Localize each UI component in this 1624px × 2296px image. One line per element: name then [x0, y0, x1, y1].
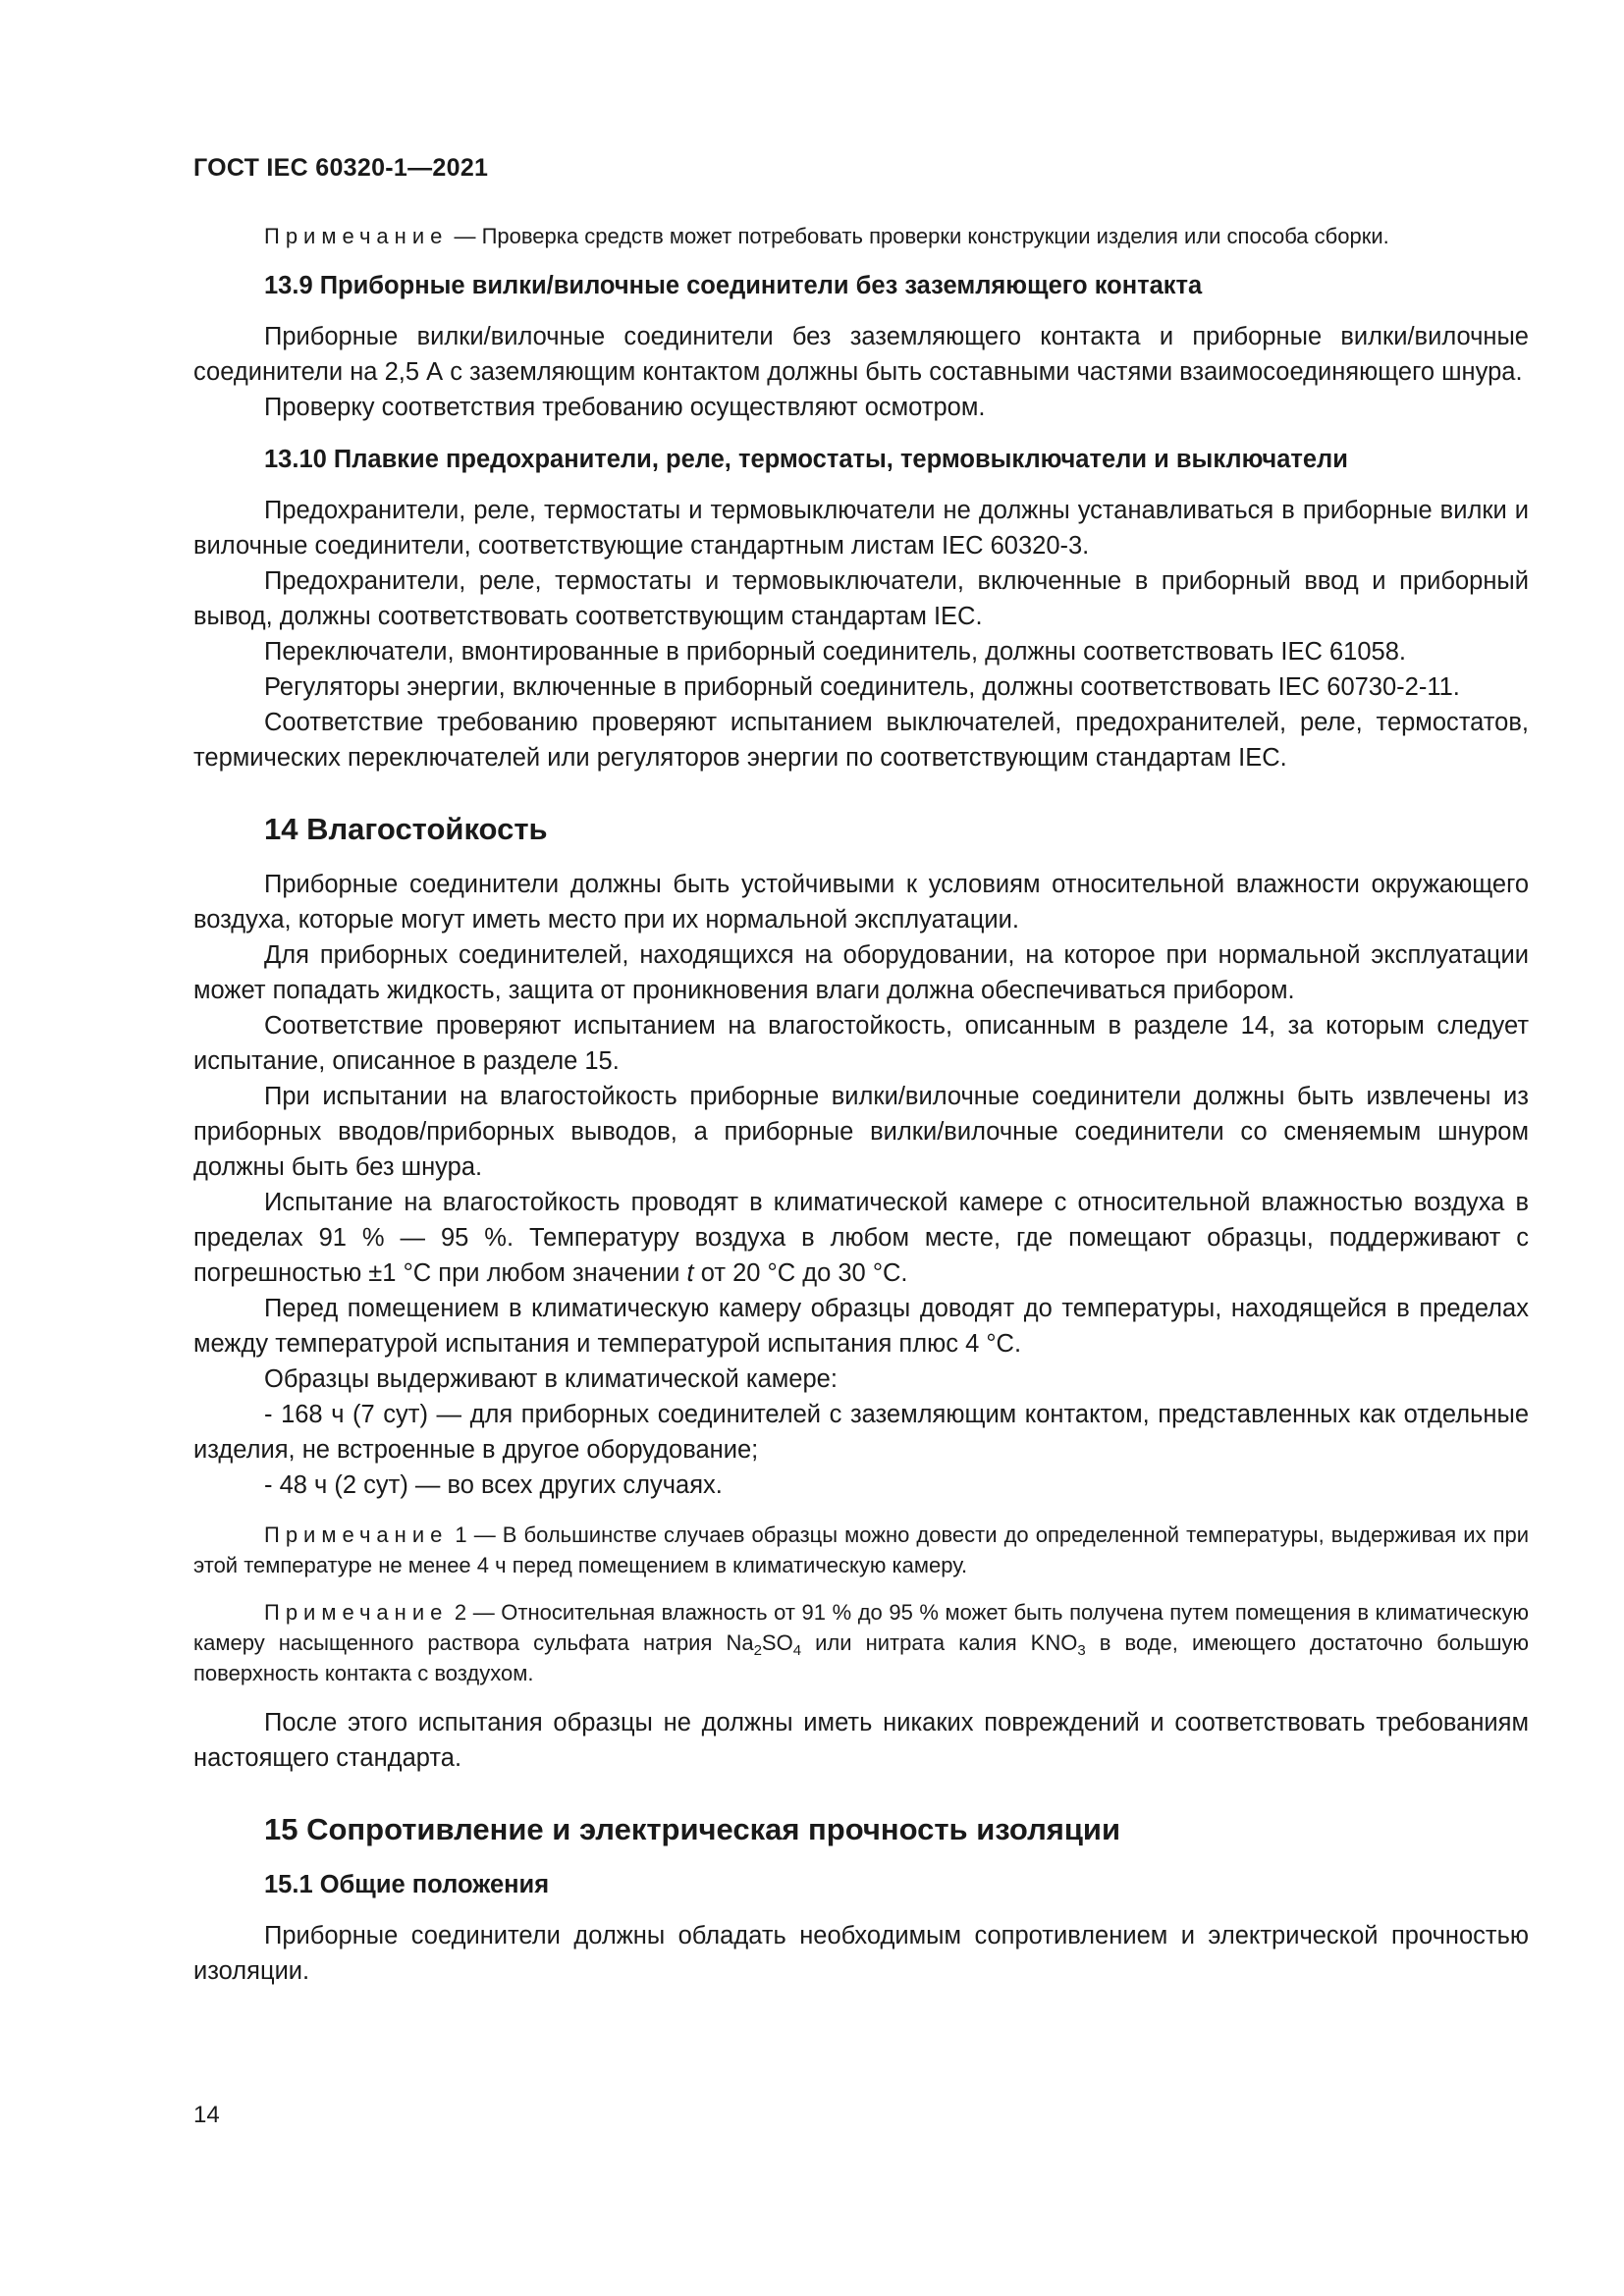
variable-t: t: [686, 1259, 694, 1287]
paragraph: Проверку соответствия требованию осуществляют осмотром.: [264, 394, 986, 421]
heading-13-10: 13.10 Плавкие предохранители, реле, термостаты, термовыключатели и выключатели: [264, 446, 1348, 473]
text-run: в воде, имеющего достаточно большую поверхность контакта с воздухом.: [193, 1630, 1529, 1685]
list-item: - 48 ч (2 сут) — во всех других случаях.: [264, 1471, 723, 1499]
note-text: — Проверка средств может потребовать проверки конструкции изделия или способа сборки.: [448, 224, 1389, 248]
note-1: [193, 1520, 1529, 1580]
heading-15: 15 Сопротивление и электрическая прочность изоляции: [264, 1812, 1121, 1846]
text-run: Испытание на влагостойкость проводят в климатической камере с относительной влажностью воздуха в пределах 91 % — 95 %. Температуру воздуха в любом месте, где помещают образцы, поддерживают с погрешностью ±1 °С при любом значении: [193, 1189, 1529, 1287]
paragraph: Соответствие проверяют испытанием на влагостойкость, описанным в разделе 14, за которым следует испытание, описанное в разделе 15.: [193, 1012, 1529, 1075]
subscript: 2: [753, 1642, 762, 1659]
paragraph: Приборные соединители должны обладать необходимым сопротивлением и электрической прочностью изоляции.: [193, 1922, 1529, 1985]
paragraph: [193, 1185, 1529, 1291]
paragraph: Предохранители, реле, термостаты и термовыключатели, включенные в приборный ввод и приборный вывод, должны соответствовать соответствующим стандартам IEC.: [193, 567, 1529, 630]
heading-15-1: 15.1 Общие положения: [264, 1871, 550, 1898]
heading-14: 14 Влагостойкость: [264, 812, 548, 846]
note-label: Примечание: [264, 1522, 449, 1547]
text-run: от 20 °С до 30 °С.: [693, 1259, 908, 1287]
subscript: 4: [792, 1642, 802, 1659]
note-label: Примечание: [264, 224, 449, 248]
text-run: SO: [761, 1630, 793, 1655]
paragraph: При испытании на влагостойкость приборные вилки/вилочные соединители должны быть извлечены из приборных вводов/приборных выводов, а приборные вилки/вилочные соединители со сменяемым шнуром должны быть без шнура.: [193, 1083, 1529, 1181]
paragraph: Регуляторы энергии, включенные в приборный соединитель, должны соответствовать IEC 60730-2-11.: [264, 673, 1460, 701]
paragraph: Приборные вилки/вилочные соединители без заземляющего контакта и приборные вилки/вилочные соединители на 2,5 А с заземляющим контактом должны быть составными частями взаимосоединяющего шнура.: [193, 323, 1529, 386]
list-item: - 168 ч (7 сут) — для приборных соединителей с заземляющим контактом, представленных как отдельные изделия, не встроенные в другое оборудование;: [193, 1401, 1529, 1464]
paragraph: Предохранители, реле, термостаты и термовыключатели не должны устанавливаться в приборные вилки и вилочные соединители, соответствующие стандартным листам IEC 60320-3.: [193, 497, 1529, 560]
subscript: 3: [1077, 1642, 1086, 1659]
paragraph: После этого испытания образцы не должны иметь никаких повреждений и соответствовать требованиям настоящего стандарта.: [193, 1709, 1529, 1772]
paragraph: Соответствие требованию проверяют испытанием выключателей, предохранителей, реле, термостатов, термических переключателей или регуляторов энергии по соответствующим стандартам IEC.: [193, 709, 1529, 772]
paragraph: Приборные соединители должны быть устойчивыми к условиям относительной влажности окружающего воздуха, которые могут иметь место при их нормальной эксплуатации.: [193, 871, 1529, 934]
running-header: ГОСТ IEC 60320-1—2021: [193, 154, 489, 182]
paragraph: Образцы выдерживают в климатической камере:: [264, 1365, 838, 1393]
note-label: Примечание: [264, 1600, 449, 1625]
paragraph: Для приборных соединителей, находящихся на оборудовании, на которое при нормальной эксплуатации может попадать жидкость, защита от проникновения влаги должна обеспечиваться прибором.: [193, 941, 1529, 1004]
note-2: [193, 1597, 1529, 1688]
heading-13-9: 13.9 Приборные вилки/вилочные соединители без заземляющего контакта: [264, 272, 1203, 299]
note-text: 1 — В большинстве случаев образцы можно довести до определенной температуры, выдерживая их при этой температуре не менее 4 ч перед помещением в климатическую камеру.: [193, 1522, 1529, 1577]
text-run: или нитрата калия KNO: [801, 1630, 1078, 1655]
paragraph: Переключатели, вмонтированные в приборный соединитель, должны соответствовать IEC 61058.: [264, 638, 1406, 666]
paragraph: Перед помещением в климатическую камеру образцы доводят до температуры, находящейся в пределах между температурой испытания и температурой испытания плюс 4 °С.: [193, 1295, 1529, 1358]
note-first: [193, 221, 1529, 251]
page-content: [193, 221, 1529, 1989]
text-run: 2 — Относительная влажность от 91 % до 95 % может быть получена путем помещения в климатическую камеру насыщенного раствора сульфата натрия Na: [193, 1600, 1529, 1655]
page-number: 14: [193, 2102, 220, 2128]
